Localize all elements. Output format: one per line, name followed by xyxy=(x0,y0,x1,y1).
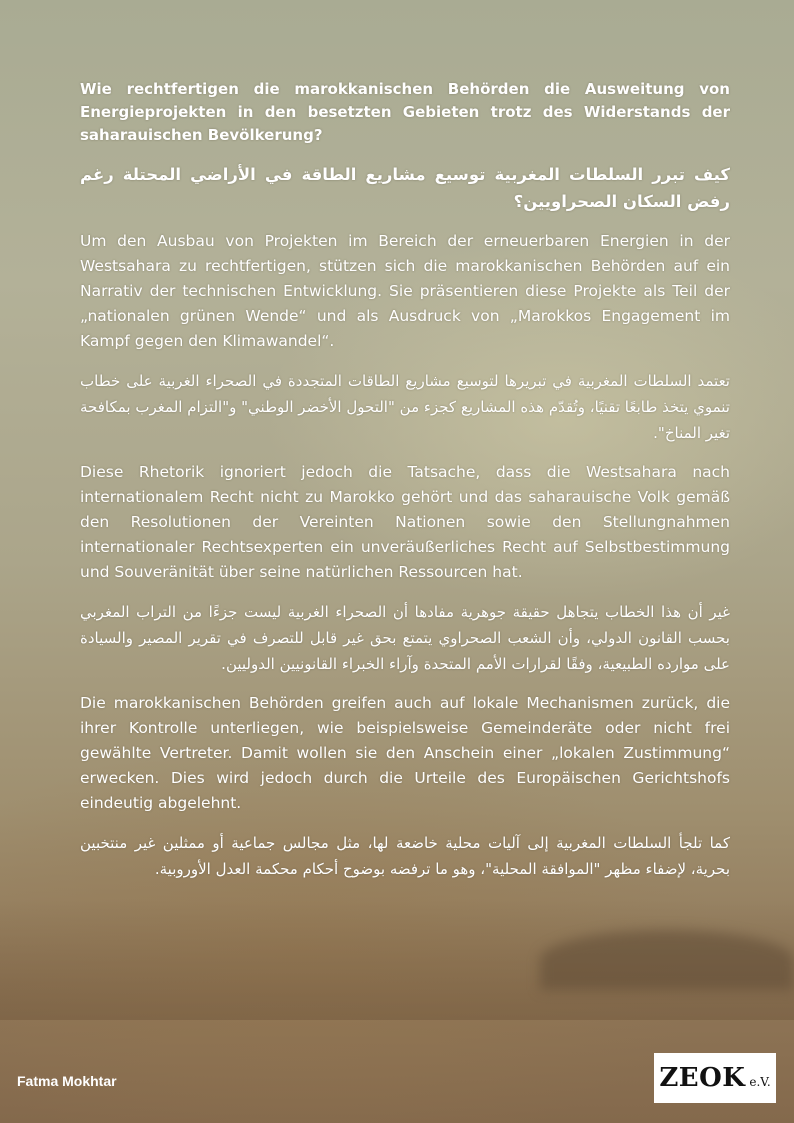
paragraph-german-2: Diese Rhetorik ignoriert jedoch die Tatsache, dass die Westsahara nach internationalem Recht nicht zu Marokko gehört und das saharauische Volk gemäß den Resolutionen der Vereinten Nationen sowie den Stellungnahmen internationaler Rechtsexperten ein unveräußerliches Recht auf Selbstbestimmung und Souveränität über seine natürlichen Ressourcen hat. xyxy=(80,463,730,581)
paragraph-german-1: Um den Ausbau von Projekten im Bereich der erneuerbaren Energien in der Westsahara zu rechtfertigen, stützen sich die marokkanischen Behörden auf ein Narrativ der technischen Entwicklung. Sie präsentieren diese Projekte als Teil der „nationalen grünen Wende“ und als Ausdruck von „Marokkos Engagement im Kampf gegen den Klimawandel“. xyxy=(80,232,730,350)
paragraph-arabic-3: كما تلجأ السلطات المغربية إلى آليات محلية خاضعة لها، مثل مجالس جماعية أو ممثلين غير منتخبين بحرية، لإضفاء مظهر "الموافقة المحلية"، وهو ما ترفضه بوضوح أحكام محكمة العدل الأوروبية. xyxy=(80,834,730,878)
background-dune-shadow xyxy=(0,900,794,1020)
paragraph-german-3: Die marokkanischen Behörden greifen auch auf lokale Mechanismen zurück, die ihrer Kontrolle unterliegen, wie beispielsweise Gemeinderäte oder nicht frei gewählte Vertreter. Damit wollen sie den Anschein einer „lokalen Zustimmung“ erwecken. Dies wird jedoch durch die Urteile des Europäischen Gerichtshofs eindeutig abgelehnt. xyxy=(80,694,730,812)
paragraph-arabic-2: غير أن هذا الخطاب يتجاهل حقيقة جوهرية مفادها أن الصحراء الغربية ليست جزءًا من التراب المغربي بحسب القانون الدولي، وأن الشعب الصحراوي يتمتع بحق غير قابل للتصرف في تقرير المصير والسيادة على موارده الطبيعية، وفقًا لقرارات الأمم المتحدة وآراء الخبراء القانونيين الدوليين. xyxy=(80,603,730,673)
logo-sub-text: e.V. xyxy=(749,1075,771,1089)
logo-main-text: ZEOK xyxy=(659,1063,746,1093)
article-body xyxy=(80,78,730,896)
author-name: Fatma Mokhtar xyxy=(17,1073,117,1089)
background-dune-ridge xyxy=(540,930,794,990)
question-arabic: كيف تبرر السلطات المغربية توسيع مشاريع الطاقة في الأراضي المحتلة رغم رفض السكان الصحراويين؟ xyxy=(80,165,730,211)
zeok-logo xyxy=(654,1053,776,1103)
paragraph-arabic-1: تعتمد السلطات المغربية في تبريرها لتوسيع مشاريع الطاقات المتجددة في الصحراء الغربية على خطاب تنموي يتخذ طابعًا تقنيًا، وتُقدّم هذه المشاريع كجزء من "التحول الأخضر الوطني" و"التزام المغرب بمكافحة تغير المناخ". xyxy=(80,372,730,442)
question-german: Wie rechtfertigen die marokkanischen Behörden die Ausweitung von Energieprojekten in den besetzten Gebieten trotz des Widerstands der saharauischen Bevölkerung? xyxy=(80,80,730,144)
